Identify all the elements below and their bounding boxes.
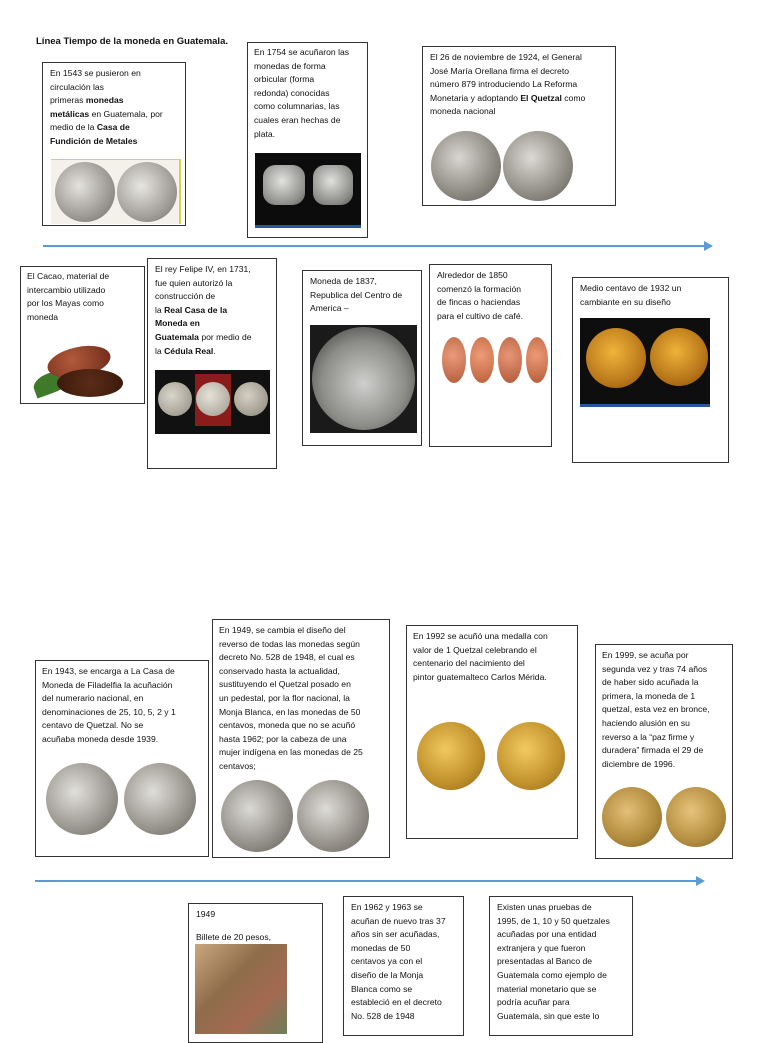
text-line xyxy=(50,135,163,149)
text-line: moneda xyxy=(27,311,59,322)
text-line xyxy=(50,108,163,122)
text-line: duradera” firmada el 29 de xyxy=(602,745,704,756)
coin-icon xyxy=(234,382,268,416)
text-run: como xyxy=(561,92,586,103)
card-pruebas-1995 xyxy=(489,896,633,1036)
text-line: America – xyxy=(310,303,349,314)
text-line: diseño de la Monja xyxy=(351,969,424,980)
coin-icon xyxy=(312,327,415,430)
text-run: la xyxy=(155,345,165,356)
coin-icon xyxy=(313,165,353,205)
text-line: decreto No. 528 de 1948, el cual es xyxy=(219,652,355,663)
text-line: monedas de forma xyxy=(254,60,326,71)
card-1924-text xyxy=(430,51,585,119)
text-line: centavo de Quetzal. No se xyxy=(42,720,144,731)
coin-icon xyxy=(650,328,708,386)
card-1543 xyxy=(42,62,186,226)
text-run: en Guatemala, por xyxy=(89,108,163,119)
coin-icon xyxy=(263,165,305,205)
page-title: Línea Tiempo de la moneda en Guatemala. xyxy=(36,36,228,47)
text-line: sustituyendo el Quetzal posado en xyxy=(219,679,351,690)
text-line: El rey Felipe IV, en 1731, xyxy=(155,264,251,274)
card-1962-text xyxy=(351,901,446,1023)
text-line: un pedestal, por la flor nacional, la xyxy=(219,692,350,703)
coin-icon xyxy=(124,763,196,835)
bronze-coin-icon xyxy=(602,787,662,847)
card-felipe-iv xyxy=(147,258,277,469)
card-1850 xyxy=(429,264,552,447)
text-line: primera, la moneda de 1 xyxy=(602,690,696,701)
text-run: medio de la xyxy=(50,122,97,133)
timeline-arrow-top xyxy=(43,245,705,247)
card-cacao-text xyxy=(27,270,109,324)
text-line: El Cacao, material de xyxy=(27,271,110,281)
text-line: construcción de xyxy=(155,291,216,302)
text-line xyxy=(430,92,585,106)
text-line: conservado hasta la actualidad, xyxy=(219,665,340,676)
coins-1543-image xyxy=(51,159,181,224)
text-line: Monja Blanca, en las monedas de 50 xyxy=(219,706,361,717)
card-1924 xyxy=(422,46,616,206)
text-line xyxy=(155,304,252,318)
text-line: redonda) conocidas xyxy=(254,87,330,98)
text-line: extranjera y que fueron xyxy=(497,942,586,953)
text-line: En 1949, se cambia el diseño del xyxy=(219,625,346,635)
card-1943-text xyxy=(42,665,176,747)
text-line: material monetario que se xyxy=(497,983,597,994)
text-line xyxy=(155,331,252,345)
card-1999 xyxy=(595,644,733,859)
text-line: En 1754 se acuñaron las xyxy=(254,47,350,57)
text-bold: Real Casa de la xyxy=(164,304,228,315)
text-line: El 26 de noviembre de 1924, el General xyxy=(430,52,582,62)
text-run: la xyxy=(155,304,165,315)
text-bold: Cédula Real xyxy=(164,345,214,356)
card-cacao xyxy=(20,266,145,404)
columnarias-coins-image xyxy=(255,153,361,228)
card-1850-text xyxy=(437,269,523,323)
text-line: cambiante en su diseño xyxy=(580,296,671,307)
text-line: pintor guatemalteco Carlos Mérida. xyxy=(413,671,547,682)
text-line xyxy=(155,345,252,359)
text-line: intercambio utilizado xyxy=(27,284,106,295)
text-line: Alrededor de 1850 xyxy=(437,270,508,280)
text-line: centavos; xyxy=(219,760,256,771)
quetzal-coin-icon xyxy=(503,131,573,201)
text-line: para el cultivo de café. xyxy=(437,310,523,321)
text-line xyxy=(155,317,252,331)
text-line: centenario del nacimiento del xyxy=(413,658,525,669)
text-line: Medio centavo de 1932 un xyxy=(580,283,682,293)
billete-20-pesos-image xyxy=(195,944,287,1034)
card-1754 xyxy=(247,42,368,238)
text-line: podría acuñar para xyxy=(497,997,570,1008)
text-line: 1995, de 1, 10 y 50 quetzales xyxy=(497,915,610,926)
text-line: En 1992 se acuñó una medalla con xyxy=(413,631,548,641)
text-line: José María Orellana firma el decreto xyxy=(430,65,569,76)
text-bold: monedas xyxy=(85,95,124,106)
medal-coin-icon xyxy=(497,722,565,790)
cacao-beans-icon xyxy=(57,369,123,397)
text-line: Existen unas pruebas de xyxy=(497,902,592,912)
text-line: Moneda de 1837, xyxy=(310,276,377,286)
coin-icon xyxy=(46,763,118,835)
coin-1837-image xyxy=(310,325,417,433)
token-coin-icon xyxy=(526,337,548,383)
text-line: En 1943, se encarga a La Casa de xyxy=(42,666,175,676)
text-line: del numerario nacional, en xyxy=(42,693,144,704)
text-line: plata. xyxy=(254,128,276,139)
card-1999-text xyxy=(602,649,710,771)
text-line: Moneda de Filadelfia la acuñación xyxy=(42,679,173,690)
card-felipe-iv-text xyxy=(155,263,252,358)
text-bold: Guatemala xyxy=(155,331,199,342)
card-1754-text xyxy=(254,46,349,141)
text-line: moneda nacional xyxy=(430,106,496,117)
text-line: mujer indígena en las monedas de 25 xyxy=(219,747,363,758)
card-1837 xyxy=(302,270,422,446)
text-line: cuales eran hechas de xyxy=(254,114,341,125)
card-1992 xyxy=(406,625,578,839)
card-1949-coins-text xyxy=(219,624,363,774)
text-line: número 879 introduciendo La Reforma xyxy=(430,79,578,90)
card-1543-text xyxy=(50,67,163,149)
text-line: acuñadas por una entidad xyxy=(497,929,597,940)
card-billete-1949 xyxy=(188,903,323,1043)
timeline-arrow-bottom xyxy=(35,880,697,882)
text-line: reverso de todas las monedas según xyxy=(219,638,360,649)
text-line: fue quien autorizó la xyxy=(155,277,233,288)
text-line: 1949 xyxy=(196,909,216,919)
text-line: por los Mayas como xyxy=(27,298,104,309)
medio-centavo-image xyxy=(580,318,710,407)
text-line: quetzal, esta vez en bronce, xyxy=(602,704,710,715)
text-line: En 1999, se acuña por xyxy=(602,650,689,660)
coin-icon xyxy=(117,162,177,222)
text-line: acuñan de nuevo tras 37 xyxy=(351,915,446,926)
card-pruebas-text xyxy=(497,901,610,1023)
text-line: No. 528 de 1948 xyxy=(351,1010,415,1021)
text-line: Republica del Centro de xyxy=(310,289,403,300)
card-1943 xyxy=(35,660,209,857)
text-line: estableció en el decreto xyxy=(351,997,442,1008)
text-line: como columnarias, las xyxy=(254,101,340,112)
text-line: Guatemala, sin que este lo xyxy=(497,1010,600,1021)
text-line: denominaciones de 25, 10, 5, 2 y 1 xyxy=(42,706,176,717)
text-run: por medio de xyxy=(198,331,252,342)
text-line: Guatemala como ejemplo de xyxy=(497,969,607,980)
text-line: En 1543 se pusieron en xyxy=(50,68,141,78)
text-line: Blanca como se xyxy=(351,983,413,994)
coin-icon xyxy=(221,780,293,852)
coin-icon xyxy=(55,162,115,222)
card-1837-text xyxy=(310,275,402,316)
text-line: haciendo alusión en su xyxy=(602,717,690,728)
card-1992-text xyxy=(413,630,548,684)
text-bold: metálicas xyxy=(50,108,90,119)
text-line: orbicular (forma xyxy=(254,74,315,85)
real-casa-coins-image xyxy=(155,370,270,434)
text-line xyxy=(50,94,163,108)
text-run: . xyxy=(213,345,216,356)
text-line: centavos, moneda que no se acuñó xyxy=(219,720,356,731)
text-line: comenzó la formación xyxy=(437,283,522,294)
coin-icon xyxy=(196,382,230,416)
text-line: centavos ya con el xyxy=(351,956,423,967)
coin-icon xyxy=(297,780,369,852)
text-run: Monetaria y adoptando xyxy=(430,92,521,103)
cacao-image xyxy=(33,343,131,401)
card-1962 xyxy=(343,896,464,1036)
text-line xyxy=(50,121,163,135)
token-coin-icon xyxy=(470,337,494,383)
text-line: segunda vez y tras 74 años xyxy=(602,663,708,674)
text-run: primeras xyxy=(50,95,86,106)
text-bold: Moneda en xyxy=(155,318,200,329)
text-bold: Casa de xyxy=(96,122,130,133)
text-line: En 1962 y 1963 se xyxy=(351,902,423,912)
text-bold: Fundición de Metales xyxy=(50,135,138,146)
text-line: circulación las xyxy=(50,81,104,92)
text-line: valor de 1 Quetzal celebrando el xyxy=(413,644,537,655)
text-line: presentadas al Banco de xyxy=(497,956,593,967)
token-coin-icon xyxy=(442,337,466,383)
card-billete-text xyxy=(196,908,271,944)
bronze-coin-icon xyxy=(666,787,726,847)
card-1932 xyxy=(572,277,729,463)
medal-coin-icon xyxy=(417,722,485,790)
text-line: acuñaba moneda desde 1939. xyxy=(42,733,159,744)
text-bold: El Quetzal xyxy=(520,92,562,103)
text-line: diciembre de 1996. xyxy=(602,758,676,769)
card-1949-coins xyxy=(212,619,390,858)
text-line: monedas de 50 xyxy=(351,942,411,953)
text-line: Billete de 20 pesos, xyxy=(196,931,272,942)
text-line: años sin ser acuñadas, xyxy=(351,929,440,940)
text-line: hasta 1962; por la cabeza de una xyxy=(219,733,347,744)
text-line: reverso a la “paz firme y xyxy=(602,731,695,742)
token-coin-icon xyxy=(498,337,522,383)
coin-icon xyxy=(158,382,192,416)
quetzal-coin-icon xyxy=(431,131,501,201)
card-1932-text xyxy=(580,282,681,309)
coin-icon xyxy=(586,328,646,388)
text-line: de fincas o haciendas xyxy=(437,297,521,308)
text-line: de haber sido acuñada la xyxy=(602,677,699,688)
